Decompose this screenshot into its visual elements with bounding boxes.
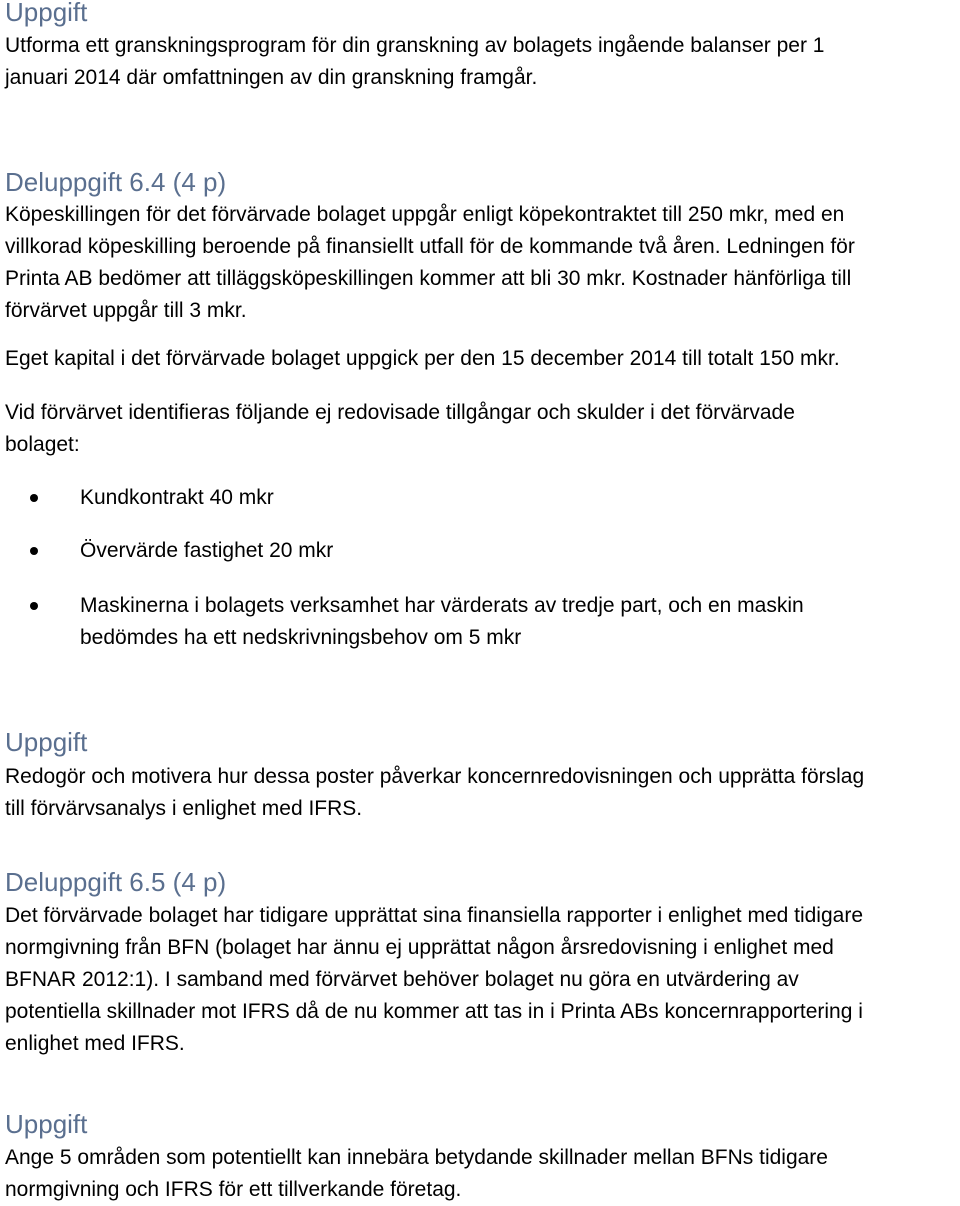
text-line: Det förvärvade bolaget har tidigare upprättat sina finansiella rapporter i enlighet med tidigare [5,904,864,927]
section-heading-uppgift-1: Uppgift [5,0,88,27]
section-heading-deluppgift-6-4: Deluppgift 6.4 (4 p) [5,167,227,197]
bullet-icon [30,494,38,502]
list-item-text [80,535,333,567]
text-line: januari 2014 där omfattningen av din granskning framgår. [5,66,538,89]
paragraph-deluppgift-6-5 [5,900,955,1060]
text-line: potentiella skillnader mot IFRS då de nu kommer att tas in i Printa ABs koncernrapportering i [5,1000,863,1023]
bullet-icon [30,547,38,555]
list-item-text [80,590,804,654]
text-line: till förvärvsanalys i enlighet med IFRS. [5,797,363,820]
text-line: Ange 5 områden som potentiellt kan innebära betydande skillnader mellan BFNs tidigare [5,1146,828,1169]
text-line: Eget kapital i det förvärvade bolaget uppgick per den 15 december 2014 till totalt 150 mkr. [5,347,840,370]
text-line: Övervärde fastighet 20 mkr [80,539,334,562]
text-line: Printa AB bedömer att tilläggsköpeskillingen kommer att bli 30 mkr. Kostnader hänförliga till [5,267,852,290]
text-line: villkorad köpeskilling beroende på finansiellt utfall för de kommande två åren. Ledningen för [5,235,855,258]
text-line: Utforma ett granskningsprogram för din granskning av bolagets ingående balanser per 1 [5,34,825,57]
text-line: Redogör och motivera hur dessa poster påverkar koncernredovisningen och upprätta förslag [5,765,865,788]
section-heading-deluppgift-6-5: Deluppgift 6.5 (4 p) [5,867,227,897]
section-heading-uppgift-3: Uppgift [5,1109,88,1139]
text-line: Maskinerna i bolagets verksamhet har värderats av tredje part, och en maskin [80,594,804,617]
list-item-text [80,482,274,514]
section-heading-uppgift-2: Uppgift [5,727,88,757]
paragraph-uppgift-1 [5,30,955,94]
text-line: bedömdes ha ett nedskrivningsbehov om 5 mkr [80,626,522,649]
paragraph-equity [5,343,955,375]
text-line: Köpeskillingen för det förvärvade bolaget uppgår enligt köpekontraktet till 250 mkr, med en [5,203,845,226]
text-line: förvärvet uppgår till 3 mkr. [5,299,247,322]
text-line: Kundkontrakt 40 mkr [80,486,274,509]
bullet-icon [30,602,38,610]
text-line: Vid förvärvet identifieras följande ej redovisade tillgångar och skulder i det förvärvade [5,401,795,424]
paragraph-uppgift-3 [5,1142,955,1206]
paragraph-uppgift-2 [5,761,955,825]
text-line: normgivning från BFN (bolaget har ännu ej upprättat någon årsredovisning i enlighet med [5,936,834,959]
text-line: normgivning och IFRS för ett tillverkande företag. [5,1178,462,1201]
paragraph-purchase-price [5,199,955,327]
text-line: enlighet med IFRS. [5,1032,185,1055]
paragraph-identified-items [5,397,955,461]
text-line: BFNAR 2012:1). I samband med förvärvet behöver bolaget nu göra en utvärdering av [5,968,799,991]
text-line: bolaget: [5,433,80,456]
